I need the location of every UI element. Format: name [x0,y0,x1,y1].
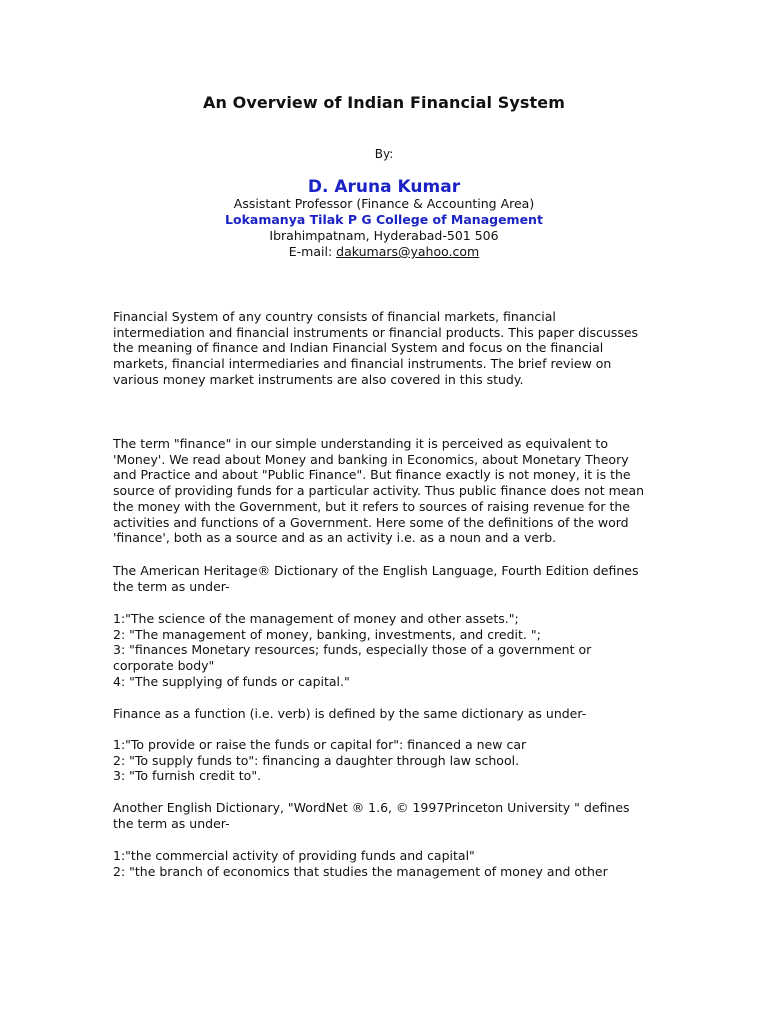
text-line: The term "finance" in our simple understanding it is perceived as equivalent to [113,436,608,451]
text-line: the term as under- [113,815,230,831]
wordnet-definitions [113,848,673,879]
email-label: E-mail: [288,244,337,259]
text-line: 'Money'. We read about Money and banking in Economics, about Monetary Theory [113,451,629,467]
definition-line: 3: "To furnish credit to". [113,768,262,784]
abstract-paragraph [113,309,673,388]
text-line: Financial System of any country consists of financial markets, financial [113,309,556,324]
definition-line: 2: "the branch of economics that studies the management of money and other [113,863,608,879]
heritage-intro-paragraph [113,563,673,594]
text-line: Finance as a function (i.e. verb) is defined by the same dictionary as under- [113,706,587,721]
college-name: Lokamanya Tilak P G College of Management [225,212,543,227]
text-line: markets, financial intermediaries and financial instruments. The brief review on [113,356,612,372]
email-line [0,244,768,259]
text-line: activities and functions of a Government. Here some of the definitions of the word [113,514,629,530]
definition-line: 3: "finances Monetary resources; funds, especially those of a government or [113,642,592,658]
definition-line: 1:"the commercial activity of providing funds and capital" [113,848,475,863]
definition-line: 2: "The management of money, banking, investments, and credit. "; [113,626,541,642]
text-line: the term as under- [113,578,230,594]
intro-paragraph [113,436,673,546]
verb-intro-paragraph [113,706,673,722]
text-line: the money with the Government, but it refers to sources of raising revenue for the [113,498,630,514]
definition-line: 2: "To supply funds to": financing a daughter through law school. [113,752,520,768]
document-title: An Overview of Indian Financial System [202,93,566,112]
text-line: various money market instruments are also covered in this study. [113,371,524,387]
text-line: and Practice and about "Public Finance". But finance exactly is not money, it is the [113,467,631,483]
wordnet-intro-paragraph [113,800,673,831]
by-label: By: [374,147,394,161]
author-address: Ibrahimpatnam, Hyderabad-501 506 [269,228,499,243]
email-link[interactable]: dakumars@yahoo.com [336,244,480,259]
author-name: D. Aruna Kumar [307,177,461,197]
text-line: source of providing funds for a particular activity. Thus public finance does not mean [113,483,645,499]
text-line: 'finance', both as a source and as an activity i.e. as a noun and a verb. [113,530,557,546]
definition-line: corporate body" [113,658,215,674]
text-line: intermediation and financial instruments or financial products. This paper discusses [113,324,639,340]
text-line: The American Heritage® Dictionary of the English Language, Fourth Edition defines [113,563,639,578]
definition-line: 4: "The supplying of funds or capital." [113,673,350,689]
verb-definitions [113,737,673,784]
heritage-definitions [113,611,673,690]
text-line: Another English Dictionary, "WordNet ® 1.6, © 1997Princeton University " defines [113,800,630,815]
text-line: the meaning of finance and Indian Financial System and focus on the financial [113,340,604,356]
author-position: Assistant Professor (Finance & Accounting Area) [233,196,535,211]
definition-line: 1:"To provide or raise the funds or capital for": financed a new car [113,737,527,752]
definition-line: 1:"The science of the management of money and other assets."; [113,611,519,626]
